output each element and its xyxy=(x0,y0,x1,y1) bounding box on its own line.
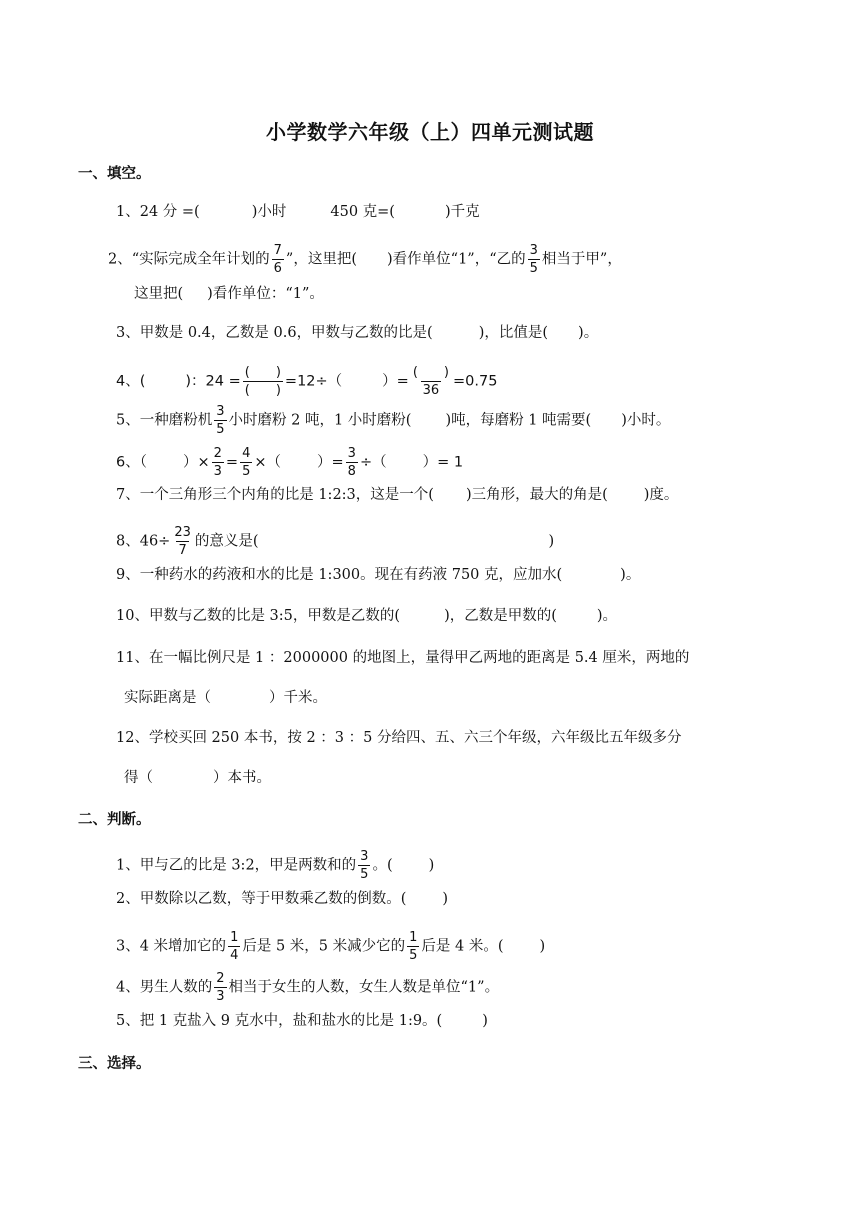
text-segment: )。 xyxy=(620,567,641,583)
section-heading-judge: 二、判断。 xyxy=(78,812,151,828)
text-segment: )小时。 xyxy=(621,412,671,429)
question-6 xyxy=(116,446,463,479)
text-segment: 实际距离是（ xyxy=(124,690,211,706)
fraction xyxy=(407,930,419,963)
text-segment: )。 xyxy=(578,325,599,341)
text-segment: ）= xyxy=(317,454,344,471)
text-segment: 1、24 分 =( xyxy=(116,204,200,220)
text-segment: ) xyxy=(548,533,555,550)
fraction-numerator: 7 xyxy=(273,243,282,258)
fraction xyxy=(411,365,451,398)
fraction-denominator: 6 xyxy=(273,261,282,276)
text-segment: 8、46÷ xyxy=(116,533,171,550)
fraction xyxy=(214,404,226,437)
question-4 xyxy=(116,365,497,398)
fraction-denominator: 7 xyxy=(178,543,187,558)
text-segment: 1、甲与乙的比是 3:2，甲是两数和的 xyxy=(116,857,357,874)
text-segment: ) xyxy=(442,891,449,907)
question-2-cont xyxy=(134,284,324,304)
fraction-numerator: 2 xyxy=(213,446,222,461)
fraction-denominator: 5 xyxy=(360,867,369,882)
text-segment: )。 xyxy=(596,608,618,624)
fraction-denominator: 3 xyxy=(213,464,222,479)
text-segment: ）= xyxy=(382,373,409,390)
question-8 xyxy=(116,525,554,558)
text-segment: )：24 = xyxy=(185,373,241,390)
text-segment: 2、甲数除以乙数，等于甲数乘乙数的倒数。( xyxy=(116,891,407,907)
fraction-denominator: 4 xyxy=(230,948,239,963)
section-heading-fill: 一、填空。 xyxy=(78,166,151,182)
fraction-denominator: 5 xyxy=(529,261,538,276)
text-segment: )看作单位：“1”。 xyxy=(207,286,324,302)
text-segment: ）本书。 xyxy=(213,770,271,786)
fraction-denominator: 5 xyxy=(409,948,418,963)
fraction-numerator: 3 xyxy=(347,446,356,461)
judge-3 xyxy=(116,930,545,963)
text-segment: 2、“实际完成全年计划的 xyxy=(108,251,270,268)
text-segment: ) xyxy=(482,1013,488,1029)
text-segment: 3、甲数是 0.4，乙数是 0.6，甲数与乙数的比是( xyxy=(116,325,433,341)
text-segment: ”，这里把( xyxy=(285,251,357,268)
text-segment: 相当于甲”， xyxy=(541,251,622,268)
text-segment: 12、学校买回 250 本书，按 2 ：3 ：5 分给四、五、六三个年级，六年级比五年级多分 xyxy=(116,730,682,746)
fraction xyxy=(528,243,540,276)
fraction xyxy=(214,971,226,1004)
question-12 xyxy=(116,728,681,748)
text-segment: 这里把( xyxy=(134,286,184,302)
text-segment: ) xyxy=(539,938,546,955)
fraction xyxy=(243,365,283,398)
question-12-cont xyxy=(124,768,271,788)
text-segment: =12÷（ xyxy=(284,373,343,390)
text-segment: 后是 4 米。( xyxy=(421,938,504,955)
fraction-numerator: 4 xyxy=(242,446,251,461)
text-segment: =0.75 xyxy=(452,373,498,390)
fraction-numerator: 1 xyxy=(230,930,239,945)
text-segment: 11、在一幅比例尺是 1 ：2000000 的地图上，量得甲乙两地的距离是 5.4 厘米，两地的 xyxy=(116,650,690,666)
text-segment: )，乙数是甲数的( xyxy=(444,608,557,624)
text-segment: 相当于女生的人数，女生人数是单位“1”。 xyxy=(228,979,500,996)
text-segment: 6、（ xyxy=(116,454,147,471)
judge-5 xyxy=(116,1011,488,1031)
fraction-denominator: 36 xyxy=(422,383,440,398)
text-segment: ×（ xyxy=(254,454,282,471)
fraction xyxy=(358,849,370,882)
text-segment: 3、4 米增加它的 xyxy=(116,938,227,955)
fraction xyxy=(240,446,252,479)
page-title: 小学数学六年级（上）四单元测试题 xyxy=(266,120,594,144)
text-segment: = xyxy=(225,454,239,471)
text-segment: 。( xyxy=(372,857,393,874)
fraction-denominator: 8 xyxy=(347,464,356,479)
fraction xyxy=(212,446,224,479)
text-segment: 得（ xyxy=(124,770,153,786)
fraction-denominator: 3 xyxy=(216,989,225,1004)
text-segment: ÷（ xyxy=(359,454,387,471)
question-5 xyxy=(116,404,670,437)
text-segment: )千克 xyxy=(444,204,480,220)
text-segment: 小时磨粉 2 吨，1 小时磨粉( xyxy=(228,412,412,429)
fraction-numerator: 3 xyxy=(360,849,369,864)
text-segment: ) xyxy=(428,857,435,874)
fraction-numerator: ( ) xyxy=(244,365,281,380)
fraction-numerator: 1 xyxy=(409,930,418,945)
fraction xyxy=(172,525,193,558)
fraction-denominator: 5 xyxy=(216,422,225,437)
question-1 xyxy=(116,202,480,222)
judge-4 xyxy=(116,971,499,1004)
text-segment: ）× xyxy=(182,454,210,471)
text-segment: )看作单位“1”，“乙的 xyxy=(387,251,526,268)
text-segment: )小时 xyxy=(251,204,287,220)
section-heading-choose: 三、选择。 xyxy=(78,1056,151,1072)
text-segment: 4、( xyxy=(116,373,146,390)
text-segment: 7、一个三角形三个内角的比是 1:2:3，这是一个( xyxy=(116,487,434,503)
text-segment: 5、一种磨粉机 xyxy=(116,412,213,429)
fraction-denominator: ( ) xyxy=(244,383,281,398)
question-3 xyxy=(116,323,598,343)
text-segment: )度。 xyxy=(643,487,679,503)
question-2 xyxy=(108,243,622,276)
text-segment: ）= 1 xyxy=(422,454,464,471)
text-segment: )吨，每磨粉 1 吨需要( xyxy=(445,412,592,429)
text-segment: 的意义是( xyxy=(194,533,259,550)
text-segment: 4、男生人数的 xyxy=(116,979,213,996)
fraction-numerator: 2 xyxy=(216,971,225,986)
fraction-denominator: 5 xyxy=(242,464,251,479)
fraction xyxy=(228,930,240,963)
text-segment: 后是 5 米，5 米减少它的 xyxy=(242,938,406,955)
question-11-cont xyxy=(124,688,327,708)
text-segment: )，比值是( xyxy=(478,325,549,341)
question-7 xyxy=(116,485,678,505)
question-10 xyxy=(116,606,617,626)
text-segment: )三角形，最大的角是( xyxy=(465,487,608,503)
fraction-numerator: 3 xyxy=(216,404,225,419)
text-segment: 9、一种药水的药液和水的比是 1:300。现在有药液 750 克，应加水( xyxy=(116,567,563,583)
judge-2 xyxy=(116,889,448,909)
fraction-numerator: 23 xyxy=(174,525,191,540)
fraction xyxy=(346,446,358,479)
judge-1 xyxy=(116,849,434,882)
fraction-numerator: 3 xyxy=(529,243,538,258)
text-segment: 5、把 1 克盐入 9 克水中，盐和盐水的比是 1:9。( xyxy=(116,1013,443,1029)
question-9 xyxy=(116,565,640,585)
question-11 xyxy=(116,648,689,668)
text-segment: 450 克=( xyxy=(330,204,395,220)
text-segment: 10、甲数与乙数的比是 3:5，甲数是乙数的( xyxy=(116,608,401,624)
text-segment: ）千米。 xyxy=(269,690,327,706)
fraction-numerator: ( ) xyxy=(412,365,449,380)
fraction xyxy=(272,243,284,276)
